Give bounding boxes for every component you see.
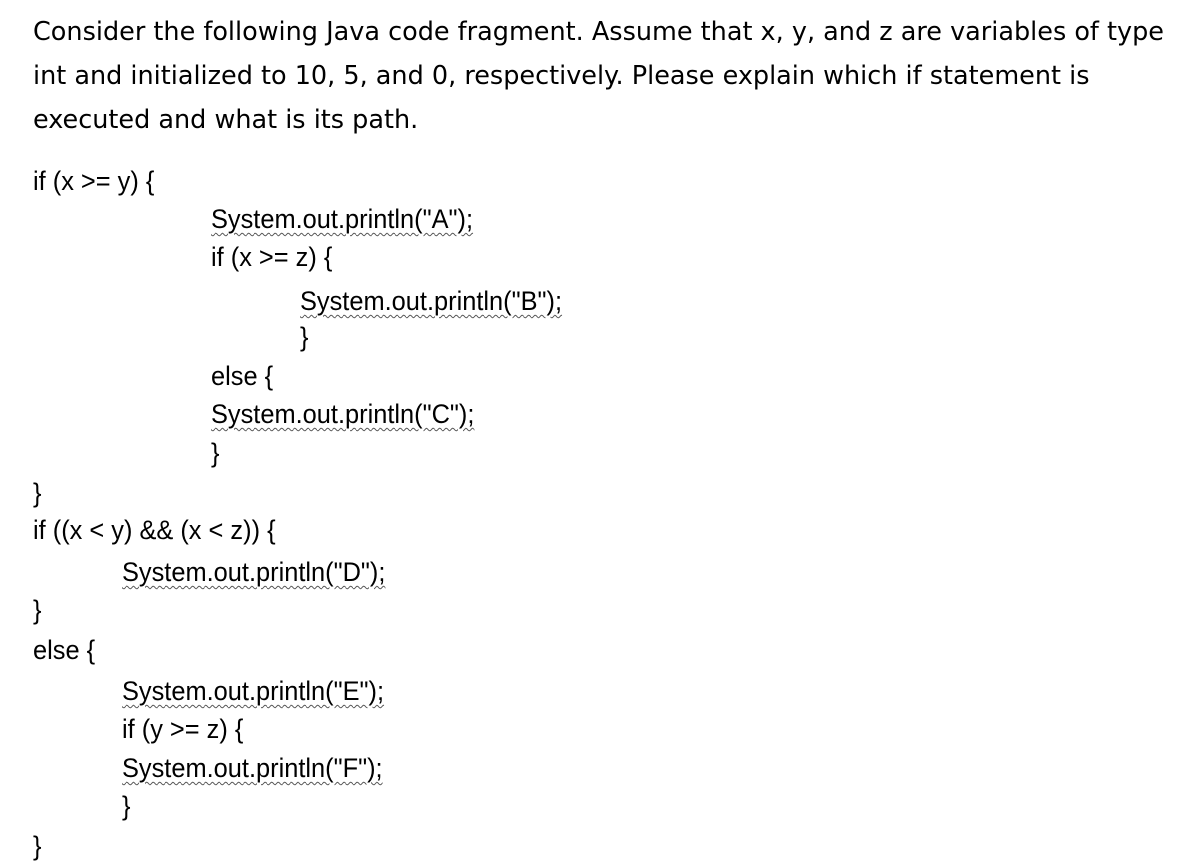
code-line-print-f: System.out.println("F"); <box>122 753 383 783</box>
question-line-1: Consider the following Java code fragment. Assume that x, y, and z are variables of type <box>33 17 1164 47</box>
code-line-if-x-ge-z: if (x >= z) { <box>211 242 333 272</box>
code-line-close-brace: } <box>33 831 42 861</box>
code-line-close-brace: } <box>122 791 131 821</box>
code-line-if-x-lt-y-and-x-lt-z: if ((x < y) && (x < z)) { <box>33 515 276 545</box>
code-line-print-a: System.out.println("A"); <box>211 204 474 234</box>
code-line-print-e: System.out.println("E"); <box>122 676 385 706</box>
code-line-else: else { <box>211 361 274 391</box>
code-line-else: else { <box>33 635 96 665</box>
question-line-2: int and initialized to 10, 5, and 0, respectively. Please explain which if statement is <box>33 61 1090 91</box>
question-line-3: executed and what is its path. <box>33 105 419 135</box>
code-line-if-x-ge-y: if (x >= y) { <box>33 166 155 196</box>
code-line-close-brace: } <box>300 322 309 352</box>
code-line-if-y-ge-z: if (y >= z) { <box>122 714 244 744</box>
code-line-close-brace: } <box>211 438 220 468</box>
code-line-print-b: System.out.println("B"); <box>300 286 563 316</box>
code-line-close-brace: } <box>33 595 42 625</box>
code-line-print-c: System.out.println("C"); <box>211 399 475 429</box>
code-line-close-brace: } <box>33 478 42 508</box>
code-line-print-d: System.out.println("D"); <box>122 557 386 587</box>
